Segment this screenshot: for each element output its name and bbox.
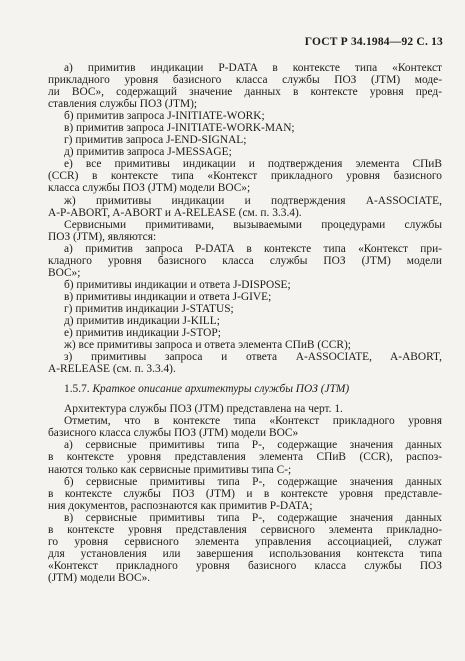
text-line: а) сервисные примитивы типа Р-, содержащие значения данных [64, 439, 442, 452]
text-line: ставления службы ПОЗ (JTM); [48, 98, 198, 111]
text-line: а) примитив индикации P-DATA в контексте типа «Контекст [64, 62, 442, 74]
text-line: е) все примитивы индикации и подтверждения элемента СПиВ [64, 158, 442, 171]
text-line: класса службы ПОЗ (JTM) модели ВОС»; [48, 182, 251, 195]
text-line: б) примитивы индикации и ответа J-DISPOSE; [64, 278, 291, 291]
text-line: в контексте уровня представления сервисного элемента прикладно- [48, 523, 442, 536]
text-line: в контексте службы ПОЗ (JTM) и в контексте уровня представле- [48, 487, 442, 500]
text-line: A-RELEASE (см. п. 3.3.4). [48, 363, 176, 376]
text-line: в) сервисные примитивы типа Р-, содержащие значения данных [64, 511, 442, 524]
text-line: ж) примитивы индикации и подтверждения A-ASSOCIATE, [64, 194, 442, 207]
text-line: в) примитив запроса J-INITIATE-WORK-MAN; [64, 122, 295, 135]
paragraph-gap [48, 375, 442, 383]
text-line: Сервисными примитивами, вызываемыми процедурами службы [64, 218, 442, 231]
text-line: для установления или завершения использования контекста типа [48, 547, 442, 560]
text-line: ж) все примитивы запроса и ответа элемента СПиВ (CCR); [64, 339, 351, 352]
text-line: «Контекст прикладного уровня базисного класса службы ПОЗ [48, 559, 442, 572]
document-body [48, 62, 442, 584]
text-line: ВОС»; [48, 266, 81, 279]
text-line: Архитектура службы ПОЗ (JTM) представлена на черт. 1. [64, 403, 343, 416]
text-line: (CCR) в контексте типа «Контекст прикладного уровня базисного [48, 170, 442, 183]
text-line: (JTM) модели ВОС». [48, 571, 151, 584]
text-line: з) примитивы запроса и ответа A-ASSOCIATE, A-ABORT, [64, 351, 442, 364]
text-line: A-P-ABORT, A-ABORT и A-RELEASE (см. п. 3.3.4). [48, 206, 302, 219]
text-line: а) примитив запроса P-DATA в контексте типа «Контекст при- [64, 242, 442, 255]
text-line: го уровня сервисного элемента управления ассоциацией, служат [48, 535, 442, 548]
text-line: в контексте уровня представления элемента СПиВ (CCR), распоз- [48, 451, 442, 464]
text-line: прикладного уровня базисного класса службы ПОЗ (JTM) моде- [48, 74, 442, 87]
page-header: ГОСТ Р 34.1984—92 С. 13 [304, 36, 443, 48]
text-line: д) примитив индикации J-KILL; [64, 314, 220, 327]
section-heading: 1.5.7. Краткое описание архитектуры службы ПОЗ (JTM) [64, 383, 350, 396]
text-line: наются только как сервисные примитивы типа С-; [48, 463, 292, 476]
text-line: ли ВОС», содержащий значение данных в контексте уровня пред- [48, 86, 442, 99]
text-line: д) примитив запроса J-MESSAGE; [64, 146, 232, 159]
paragraph-gap [48, 395, 442, 403]
text-line: ния документов, распознаются как примитив P-DATA; [48, 499, 313, 512]
text-line: б) примитив запроса J-INITIATE-WORK; [64, 110, 265, 123]
text-line: ПОЗ (JTM), являются: [48, 230, 157, 243]
text-line: г) примитив запроса J-END-SIGNAL; [64, 134, 247, 147]
text-line: в) примитивы индикации и ответа J-GIVE; [64, 290, 272, 303]
text-line: базисного класса службы ПОЗ (JTM) модели ВОС» [48, 427, 299, 440]
text-line: Отметим, что в контексте типа «Контекст прикладного уровня [64, 415, 442, 428]
text-line: е) примитив индикации J-STOP; [64, 327, 221, 340]
text-line: б) сервисные примитивы типа Р-, содержащие значения данных [64, 475, 442, 488]
text-line: г) примитив индикации J-STATUS; [64, 302, 234, 315]
text-line: кладного уровня базисного класса службы ПОЗ (JTM) модели [48, 254, 442, 267]
